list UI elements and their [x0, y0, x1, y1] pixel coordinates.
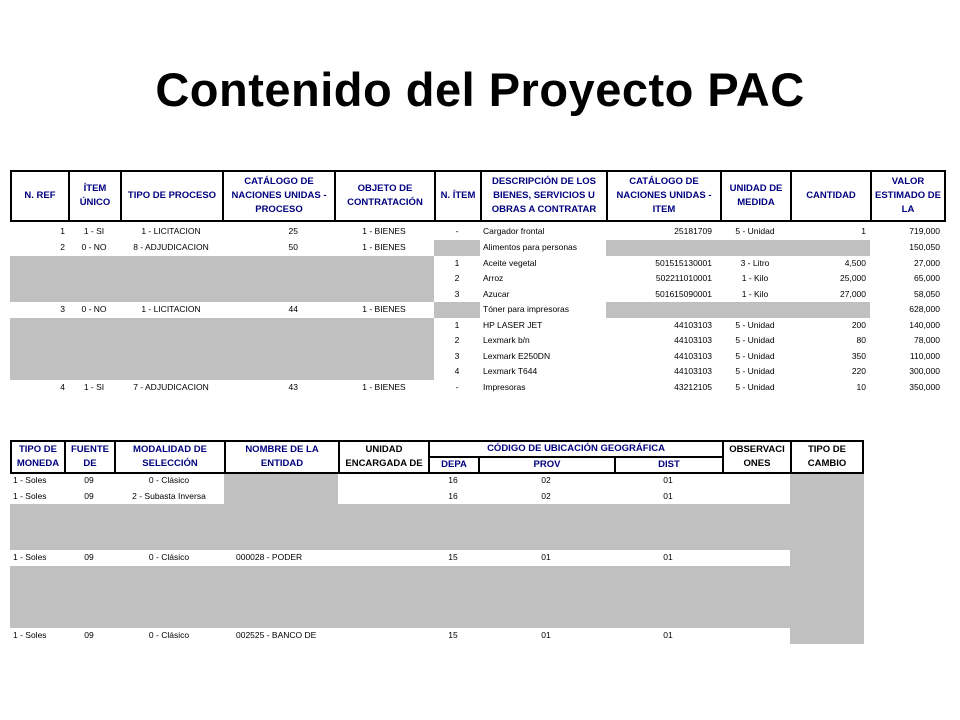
table-cell-catalogo: 50 — [288, 242, 298, 252]
table-cell-item-unico — [68, 349, 120, 365]
table-cell-catalogo: 44 — [288, 304, 298, 314]
table-cell-valor: 150,050 — [909, 242, 940, 252]
table-cell-catalogo-item: 25181709 — [674, 226, 712, 236]
table-cell-catalogo — [222, 318, 334, 334]
table-cell-tipo — [120, 349, 222, 365]
header-tipo-cambio: TIPO DE CAMBIO — [790, 440, 864, 474]
table-cell-nref: 3 — [60, 304, 65, 314]
table-cell-objeto — [334, 271, 434, 287]
table-cell-valor: 27,000 — [914, 258, 940, 268]
header-nref: N. REF — [10, 170, 70, 222]
table-cell-objeto — [334, 333, 434, 349]
table-cell-valor: 110,000 — [909, 351, 940, 361]
table-cell-n-item: 3 — [454, 289, 460, 299]
gray-block — [10, 504, 864, 550]
table-cell-descripcion: Impresoras — [483, 382, 526, 392]
table-cell-item-unico — [68, 271, 120, 287]
table-cell-depa: 15 — [448, 630, 458, 640]
table-cell-descripcion: Tóner para impresoras — [483, 304, 569, 314]
table-cell-item-unico: 1 - SI — [83, 226, 105, 236]
table-cell-objeto: 1 - BIENES — [362, 304, 406, 314]
table-cell-objeto — [334, 256, 434, 272]
table-cell-catalogo — [222, 287, 334, 303]
header-observaciones: OBSERVACI ONES — [722, 440, 792, 474]
table-cell-objeto — [334, 318, 434, 334]
table-cell-n-item: 1 — [454, 258, 460, 268]
gray-block — [10, 566, 864, 628]
table-cell-tipo — [120, 364, 222, 380]
header-descripcion: DESCRIPCIÓN DE LOS BIENES, SERVICIOS U OBRAS A CONTRATAR — [480, 170, 608, 222]
table-cell-catalogo-item: 44103103 — [674, 351, 712, 361]
table-cell-descripcion: Aceite vegetal — [483, 258, 537, 268]
table-cell-prov: 01 — [541, 630, 551, 640]
table-cell-dist: 01 — [663, 491, 673, 501]
header-fuente: FUENTE DE — [64, 440, 116, 474]
table-cell-item-unico — [68, 287, 120, 303]
table-cell-n-item: 1 — [454, 320, 460, 330]
header-tipo-proceso: TIPO DE PROCESO — [120, 170, 224, 222]
table-cell-nref — [10, 287, 68, 303]
header-n-item: N. ÍTEM — [434, 170, 482, 222]
table-cell-entidad — [224, 473, 338, 489]
table-cell-moneda: 1 - Soles — [13, 475, 47, 485]
table-cell-fuente: 09 — [84, 630, 94, 640]
pac-details-table — [10, 440, 864, 644]
table-cell-descripcion: Lexmark b/n — [483, 335, 530, 345]
table-cell-nref — [10, 364, 68, 380]
pac-items-table — [10, 170, 946, 396]
table-cell-valor: 719,000 — [909, 226, 940, 236]
table-cell-catalogo — [222, 349, 334, 365]
table-cell-prov: 02 — [541, 491, 551, 501]
table-cell-unidad — [720, 302, 790, 318]
table-cell-descripcion: Lexmark T644 — [483, 366, 538, 376]
table-cell-descripcion: Azucar — [483, 289, 510, 299]
table-cell-cantidad: 220 — [851, 366, 866, 376]
table-cell-valor: 78,000 — [914, 335, 940, 345]
header-item-unico: ÍTEM ÚNICO — [68, 170, 122, 222]
table-cell-objeto: 1 - BIENES — [362, 226, 406, 236]
table-cell-item-unico — [68, 318, 120, 334]
table-cell-dist: 01 — [663, 475, 673, 485]
table-cell-descripcion: Cargador frontal — [483, 226, 545, 236]
table-cell-unidad: 1 - Kilo — [741, 289, 769, 299]
table-cell-cantidad: 1 — [861, 226, 866, 236]
table-cell-item-unico: 1 - SI — [83, 382, 105, 392]
table-cell-objeto — [334, 364, 434, 380]
table-cell-prov: 01 — [541, 552, 551, 562]
header-dist: DIST — [614, 456, 724, 474]
table-cell-nref — [10, 333, 68, 349]
table-cell-cantidad: 4,500 — [844, 258, 866, 268]
header-unidad-encargada: UNIDAD ENCARGADA DE — [338, 440, 430, 474]
table-cell-nref — [10, 349, 68, 365]
table-cell-tipo: 7 - ADJUDICACION — [133, 382, 209, 392]
table-cell-cantidad: 10 — [856, 382, 866, 392]
table-cell-catalogo — [222, 364, 334, 380]
table-cell-descripcion: Lexmark E250DN — [483, 351, 551, 361]
table-cell-tipo — [120, 318, 222, 334]
table-cell-n-item: 2 — [454, 335, 460, 345]
table-cell-tipo — [120, 287, 222, 303]
table-cell-n-item: - — [455, 226, 459, 236]
table-cell-dist: 01 — [663, 630, 673, 640]
table-cell-tipo — [120, 271, 222, 287]
table-cell-modalidad: 0 - Clásico — [148, 475, 190, 485]
table-cell-unidad: 5 - Unidad — [735, 226, 775, 236]
table-cell-cantidad — [790, 302, 870, 318]
table-cell-entidad: 002525 - BANCO DE — [236, 630, 317, 640]
table-cell-catalogo-item — [606, 240, 720, 256]
table-cell-entidad: 000028 - PODER — [236, 552, 303, 562]
table-cell-n-item: 4 — [454, 366, 460, 376]
table-cell-n-item: 3 — [454, 351, 460, 361]
header-valor: VALOR ESTIMADO DE LA — [870, 170, 946, 222]
table-cell-unidad: 5 - Unidad — [735, 382, 775, 392]
table-cell-unidad: 5 - Unidad — [735, 351, 775, 361]
table-cell-cantidad: 80 — [856, 335, 866, 345]
header-depa: DEPA — [428, 456, 480, 474]
table-cell-fuente: 09 — [84, 552, 94, 562]
header-codigo-ubicacion: CÓDIGO DE UBICACIÓN GEOGRÁFICA — [428, 440, 724, 458]
table-cell-catalogo-item: 501615090001 — [655, 289, 712, 299]
table-cell-nref — [10, 271, 68, 287]
table-cell-descripcion: HP LASER JET — [483, 320, 543, 330]
table-cell-catalogo: 43 — [288, 382, 298, 392]
table-cell-unidad: 5 - Unidad — [735, 320, 775, 330]
table-cell-dist: 01 — [663, 552, 673, 562]
table-cell-tipo — [120, 333, 222, 349]
table-cell-cantidad — [790, 240, 870, 256]
table-cell-catalogo-item: 44103103 — [674, 366, 712, 376]
table-cell-nref — [10, 318, 68, 334]
table-cell-descripcion: Arroz — [483, 273, 504, 283]
table-cell-unidad: 1 - Kilo — [741, 273, 769, 283]
table-cell-nref: 1 — [60, 226, 65, 236]
header-catalogo-item: CATÁLOGO DE NACIONES UNIDAS -ITEM — [606, 170, 722, 222]
table-cell-depa: 16 — [448, 491, 458, 501]
header-prov: PROV — [478, 456, 616, 474]
table-cell-n-item: 2 — [454, 273, 460, 283]
table-cell-unidad: 5 - Unidad — [735, 335, 775, 345]
table-cell-entidad — [224, 489, 338, 505]
header-objeto: OBJETO DE CONTRATACIÓN — [334, 170, 436, 222]
table-cell-depa: 16 — [448, 475, 458, 485]
table-cell-catalogo-item: 502211010001 — [655, 273, 712, 283]
table-cell-valor: 140,000 — [909, 320, 940, 330]
table-cell-catalogo-item: 43212105 — [674, 382, 712, 392]
table-cell-valor: 58,050 — [914, 289, 940, 299]
table-cell-catalogo-item — [606, 302, 720, 318]
header-tipo-moneda: TIPO DE MONEDA — [10, 440, 66, 474]
table-cell-nref: 4 — [60, 382, 65, 392]
table-cell-objeto — [334, 349, 434, 365]
table-cell-catalogo-item: 44103103 — [674, 320, 712, 330]
header-entidad: NOMBRE DE LA ENTIDAD — [224, 440, 340, 474]
table-cell-catalogo — [222, 256, 334, 272]
table-cell-n-item: - — [455, 382, 459, 392]
table-cell-unidad: 3 - Litro — [740, 258, 770, 268]
table-cell-moneda: 1 - Soles — [13, 630, 47, 640]
gray-block — [790, 473, 864, 644]
table-cell-catalogo-item: 501515130001 — [655, 258, 712, 268]
table-cell-catalogo — [222, 333, 334, 349]
table-cell-item-unico — [68, 333, 120, 349]
table-cell-modalidad: 2 - Subasta Inversa — [132, 491, 206, 501]
table-cell-objeto: 1 - BIENES — [362, 242, 406, 252]
table-cell-item-unico — [68, 364, 120, 380]
table-cell-cantidad: 200 — [851, 320, 866, 330]
table-cell-prov: 02 — [541, 475, 551, 485]
header-catalogo-proceso: CATÁLOGO DE NACIONES UNIDAS - PROCESO — [222, 170, 336, 222]
table-cell-unidad — [720, 240, 790, 256]
table-cell-tipo: 1 - LICITACION — [141, 304, 201, 314]
table-cell-nref — [10, 256, 68, 272]
table-cell-catalogo-item: 44103103 — [674, 335, 712, 345]
table-cell-valor: 65,000 — [914, 273, 940, 283]
table-cell-descripcion: Alimentos para personas — [483, 242, 578, 252]
table-cell-fuente: 09 — [84, 491, 94, 501]
table-cell-valor: 300,000 — [909, 366, 940, 376]
table-cell-depa: 15 — [448, 552, 458, 562]
header-modalidad: MODALIDAD DE SELECCIÓN — [114, 440, 226, 474]
table-cell-catalogo — [222, 271, 334, 287]
table-cell-moneda: 1 - Soles — [13, 552, 47, 562]
table-cell-unidad: 5 - Unidad — [735, 366, 775, 376]
table-cell-valor: 350,000 — [909, 382, 940, 392]
header-cantidad: CANTIDAD — [790, 170, 872, 222]
table-cell-modalidad: 0 - Clásico — [148, 552, 190, 562]
table-cell-item-unico: 0 - NO — [81, 242, 107, 252]
table-cell-item-unico — [68, 256, 120, 272]
table-cell-cantidad: 25,000 — [840, 273, 866, 283]
table-cell-catalogo: 25 — [288, 226, 298, 236]
header-unidad: UNIDAD DE MEDIDA — [720, 170, 792, 222]
table-cell-tipo: 8 - ADJUDICACION — [133, 242, 209, 252]
table-cell-nref: 2 — [60, 242, 65, 252]
table-cell-objeto — [334, 287, 434, 303]
page-title: Contenido del Proyecto PAC — [155, 63, 805, 116]
table-cell-item-unico: 0 - NO — [81, 304, 107, 314]
table-cell-cantidad: 27,000 — [840, 289, 866, 299]
table-cell-moneda: 1 - Soles — [13, 491, 47, 501]
table-cell-n-item — [434, 240, 480, 256]
table-cell-n-item — [434, 302, 480, 318]
table-cell-modalidad: 0 - Clásico — [148, 630, 190, 640]
table-cell-fuente: 09 — [84, 475, 94, 485]
table-cell-valor: 628,000 — [909, 304, 940, 314]
table-cell-cantidad: 350 — [851, 351, 866, 361]
table-cell-objeto: 1 - BIENES — [362, 382, 406, 392]
table-cell-tipo: 1 - LICITACION — [141, 226, 201, 236]
table-cell-tipo — [120, 256, 222, 272]
